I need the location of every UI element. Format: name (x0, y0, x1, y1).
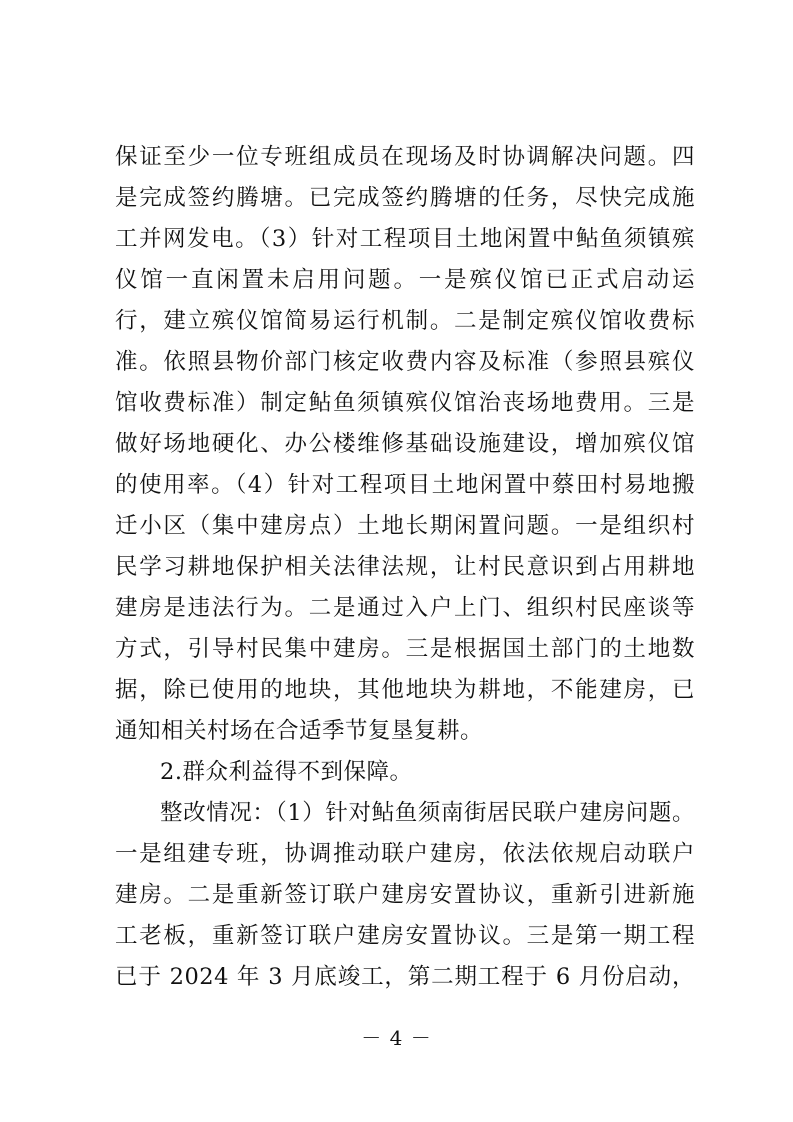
text-line: 一是组建专班，协调推动联户建房，依法依规启动联户 (115, 841, 695, 867)
text-line: 工老板，重新签订联户建房安置协议。三是第一期工程 (115, 923, 695, 949)
text-line: 已于 2024 年 3 月底竣工，第二期工程于 6 月份启动， (115, 964, 695, 990)
text-line: 仪馆一直闲置未启用问题。一是殡仪馆已正式启动运 (115, 267, 695, 293)
text-line: 做好场地硬化、办公楼维修基础设施建设，增加殡仪馆 (115, 431, 695, 457)
text-line: 工并网发电。（3）针对工程项目土地闲置中鲇鱼须镇殡 (115, 226, 695, 252)
text-line: 迁小区（集中建房点）土地长期闲置问题。一是组织村 (115, 513, 695, 539)
text-line: 方式，引导村民集中建房。三是根据国土部门的土地数 (115, 636, 695, 662)
page-number: － 4 － (361, 1026, 432, 1050)
text-line: 馆收费标准）制定鲇鱼须镇殡仪馆治丧场地费用。三是 (115, 390, 695, 416)
text-line: 建房是违法行为。二是通过入户上门、组织村民座谈等 (115, 595, 695, 621)
text-line: 行，建立殡仪馆简易运行机制。二是制定殡仪馆收费标 (115, 308, 695, 334)
text-line: 保证至少一位专班组成员在现场及时协调解决问题。四 (115, 144, 695, 170)
text-line: 建房。二是重新签订联户建房安置协议，重新引进新施 (115, 882, 695, 908)
text-line: 的使用率。（4）针对工程项目土地闲置中蔡田村易地搬 (115, 472, 695, 498)
text-line: 据，除已使用的地块，其他地块为耕地，不能建房，已 (115, 677, 695, 703)
text-line: 是完成签约腾塘。已完成签约腾塘的任务，尽快完成施 (115, 185, 695, 211)
text-line: 民学习耕地保护相关法律法规，让村民意识到占用耕地 (115, 554, 695, 580)
section-heading: 2.群众利益得不到保障。 (160, 759, 413, 785)
text-line: 通知相关村场在合适季节复垦复耕。 (115, 718, 484, 744)
document-body (115, 137, 695, 998)
text-line: 准。依照县物价部门核定收费内容及标准（参照县殡仪 (115, 349, 695, 375)
text-line: 整改情况：（1）针对鲇鱼须南街居民联户建房问题。 (160, 800, 695, 826)
